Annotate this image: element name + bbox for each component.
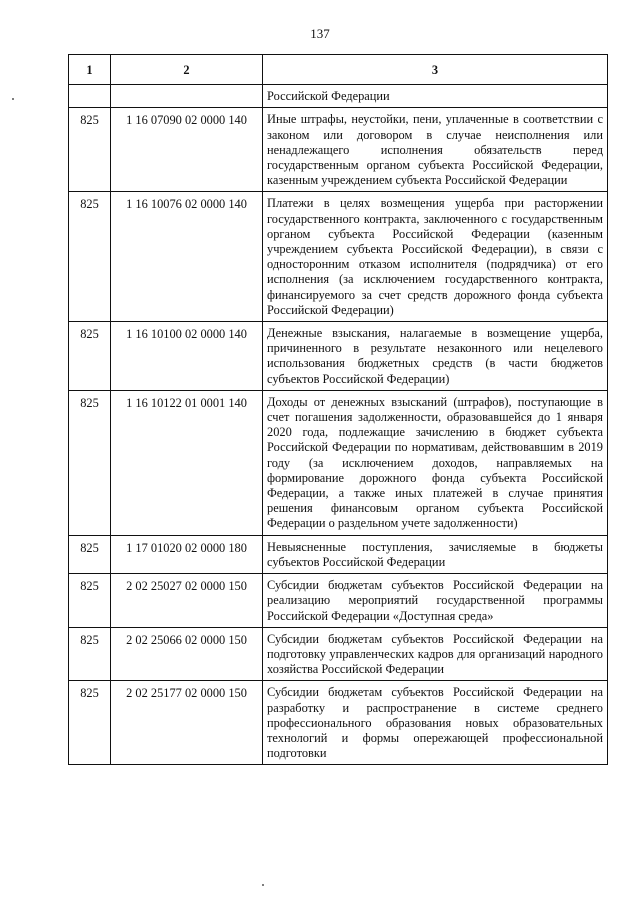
- income-code-cell: [111, 85, 263, 108]
- admin-code-cell: 825: [69, 108, 111, 192]
- table-row: [69, 85, 608, 108]
- admin-code-cell: 825: [69, 322, 111, 391]
- table-row: [69, 108, 608, 192]
- page-number: 137: [310, 26, 330, 41]
- table-row: [69, 390, 608, 535]
- table-row: [69, 627, 608, 681]
- column-header-3: 3: [263, 55, 608, 85]
- table-row: [69, 681, 608, 765]
- admin-code-cell: 825: [69, 192, 111, 322]
- column-header-1: 1: [69, 55, 111, 85]
- income-code-cell: 2 02 25066 02 0000 150: [111, 627, 263, 681]
- description-cell: Платежи в целях возмещения ущерба при расторжении государственного контракта, заключенного с государственным органом субъекта Российской Федерации (казенным учреждением субъекта Российской Федерации), в связи с односторонним отказом исполнителя (подрядчика) от его исполнения (за исключением государственного контракта, финансируемого за счет средств дорожного фонда субъекта Российской Федерации): [263, 192, 608, 322]
- description-cell: Субсидии бюджетам субъектов Российской Федерации на разработку и распространение в системе среднего профессионального образования новых образовательных технологий и формы опережающей профессиональной подготовки: [263, 681, 608, 765]
- scan-speck: [12, 98, 14, 100]
- income-code-cell: 2 02 25027 02 0000 150: [111, 574, 263, 628]
- table-header-row: [69, 55, 608, 85]
- admin-code-cell: [69, 85, 111, 108]
- income-code-cell: 2 02 25177 02 0000 150: [111, 681, 263, 765]
- table-row: [69, 574, 608, 628]
- income-code-cell: 1 16 10122 01 0001 140: [111, 390, 263, 535]
- description-cell: Иные штрафы, неустойки, пени, уплаченные в соответствии с законом или договором в случае неисполнения или ненадлежащего исполнения обязательств перед государственным органом субъекта Российской Федерации, казенным учреждением субъекта Российской Федерации: [263, 108, 608, 192]
- table-row: [69, 535, 608, 573]
- description-cell: Невыясненные поступления, зачисляемые в бюджеты субъектов Российской Федерации: [263, 535, 608, 573]
- budget-codes-table: [68, 54, 608, 765]
- description-cell: Доходы от денежных взысканий (штрафов), поступающие в счет погашения задолженности, образовавшейся до 1 января 2020 года, подлежащие зачислению в бюджет субъекта Российской Федерации по нормативам, действовавшим в 2019 году (за исключением доходов, направляемых на формирование дорожного фонда субъекта Российской Федерации, а также иных платежей в случае принятия решения финансовым органом субъекта Российской Федерации о раздельном учете задолженности): [263, 390, 608, 535]
- description-cell: Российской Федерации: [263, 85, 608, 108]
- admin-code-cell: 825: [69, 574, 111, 628]
- admin-code-cell: 825: [69, 627, 111, 681]
- income-code-cell: 1 16 07090 02 0000 140: [111, 108, 263, 192]
- admin-code-cell: 825: [69, 681, 111, 765]
- table-row: [69, 322, 608, 391]
- scan-speck: [262, 884, 264, 886]
- description-cell: Денежные взыскания, налагаемые в возмещение ущерба, причиненного в результате незаконного или нецелевого использования бюджетных средств (в части бюджетов субъектов Российской Федерации): [263, 322, 608, 391]
- table-row: [69, 192, 608, 322]
- admin-code-cell: 825: [69, 535, 111, 573]
- income-code-cell: 1 17 01020 02 0000 180: [111, 535, 263, 573]
- income-code-cell: 1 16 10076 02 0000 140: [111, 192, 263, 322]
- admin-code-cell: 825: [69, 390, 111, 535]
- description-cell: Субсидии бюджетам субъектов Российской Федерации на реализацию мероприятий государственной программы Российской Федерации «Доступная среда»: [263, 574, 608, 628]
- income-code-cell: 1 16 10100 02 0000 140: [111, 322, 263, 391]
- description-cell: Субсидии бюджетам субъектов Российской Федерации на подготовку управленческих кадров для организаций народного хозяйства Российской Федерации: [263, 627, 608, 681]
- column-header-2: 2: [111, 55, 263, 85]
